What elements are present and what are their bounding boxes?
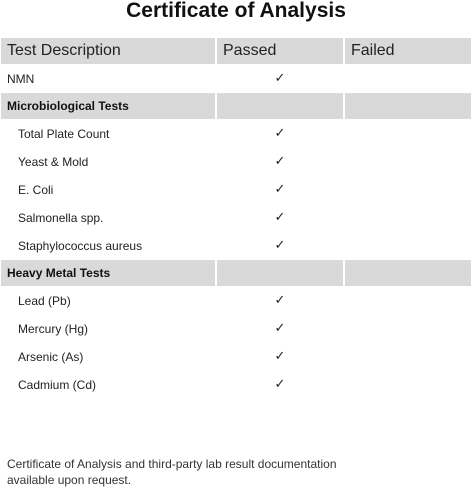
failed-cell [343, 120, 471, 147]
table-row [1, 176, 471, 204]
checkmark-icon: ✓ [274, 182, 286, 197]
failed-cell [343, 371, 471, 398]
checkmark-icon: ✓ [274, 126, 286, 141]
passed-cell [215, 260, 343, 286]
passed-cell [215, 371, 343, 398]
test-name: Cadmium (Cd) [18, 377, 97, 392]
table-row [1, 204, 471, 232]
table-row [1, 343, 471, 371]
test-name: Salmonella spp. [18, 210, 104, 225]
test-name: Lead (Pb) [18, 293, 71, 308]
checkmark-icon: ✓ [274, 71, 286, 86]
table-row [1, 120, 471, 148]
column-header-passed: Passed [215, 38, 343, 64]
failed-cell [343, 65, 471, 92]
failed-cell [343, 204, 471, 231]
table-header-row [1, 38, 471, 65]
test-name: Mercury (Hg) [18, 321, 89, 336]
checkmark-icon: ✓ [274, 238, 286, 253]
passed-cell [215, 204, 343, 231]
passed-cell [215, 65, 343, 92]
failed-cell [343, 93, 471, 119]
passed-cell [215, 315, 343, 342]
failed-cell [343, 176, 471, 203]
passed-cell [215, 148, 343, 175]
group-header-microbiological [1, 93, 471, 120]
test-name: Total Plate Count [18, 126, 110, 141]
group-title: Microbiological Tests [1, 93, 215, 119]
checkmark-icon: ✓ [274, 377, 286, 392]
test-name: NMN [7, 71, 35, 86]
footnote: Certificate of Analysis and third-party lab result documentation available upon request. [7, 457, 337, 487]
failed-cell [343, 148, 471, 175]
group-title: Heavy Metal Tests [1, 260, 215, 286]
group-header-heavy-metal [1, 260, 471, 287]
table-row [1, 371, 471, 399]
passed-cell [215, 176, 343, 203]
results-table [1, 38, 471, 399]
passed-cell [215, 343, 343, 370]
failed-cell [343, 260, 471, 286]
test-name: Yeast & Mold [18, 154, 89, 169]
table-row [1, 148, 471, 176]
table-row-nmn [1, 65, 471, 93]
failed-cell [343, 232, 471, 259]
column-header-failed: Failed [343, 38, 471, 64]
table-row [1, 232, 471, 260]
test-name: Arsenic (As) [18, 349, 84, 364]
checkmark-icon: ✓ [274, 154, 286, 169]
passed-cell [215, 120, 343, 147]
checkmark-icon: ✓ [274, 210, 286, 225]
table-row [1, 287, 471, 315]
failed-cell [343, 315, 471, 342]
checkmark-icon: ✓ [274, 321, 286, 336]
table-row [1, 315, 471, 343]
test-name: E. Coli [18, 182, 54, 197]
failed-cell [343, 287, 471, 314]
passed-cell [215, 287, 343, 314]
passed-cell [215, 93, 343, 119]
passed-cell [215, 232, 343, 259]
test-name: Staphylococcus aureus [18, 238, 143, 253]
checkmark-icon: ✓ [274, 349, 286, 364]
document-title: Certificate of Analysis [126, 0, 346, 22]
column-header-description: Test Description [1, 38, 215, 64]
checkmark-icon: ✓ [274, 293, 286, 308]
failed-cell [343, 343, 471, 370]
